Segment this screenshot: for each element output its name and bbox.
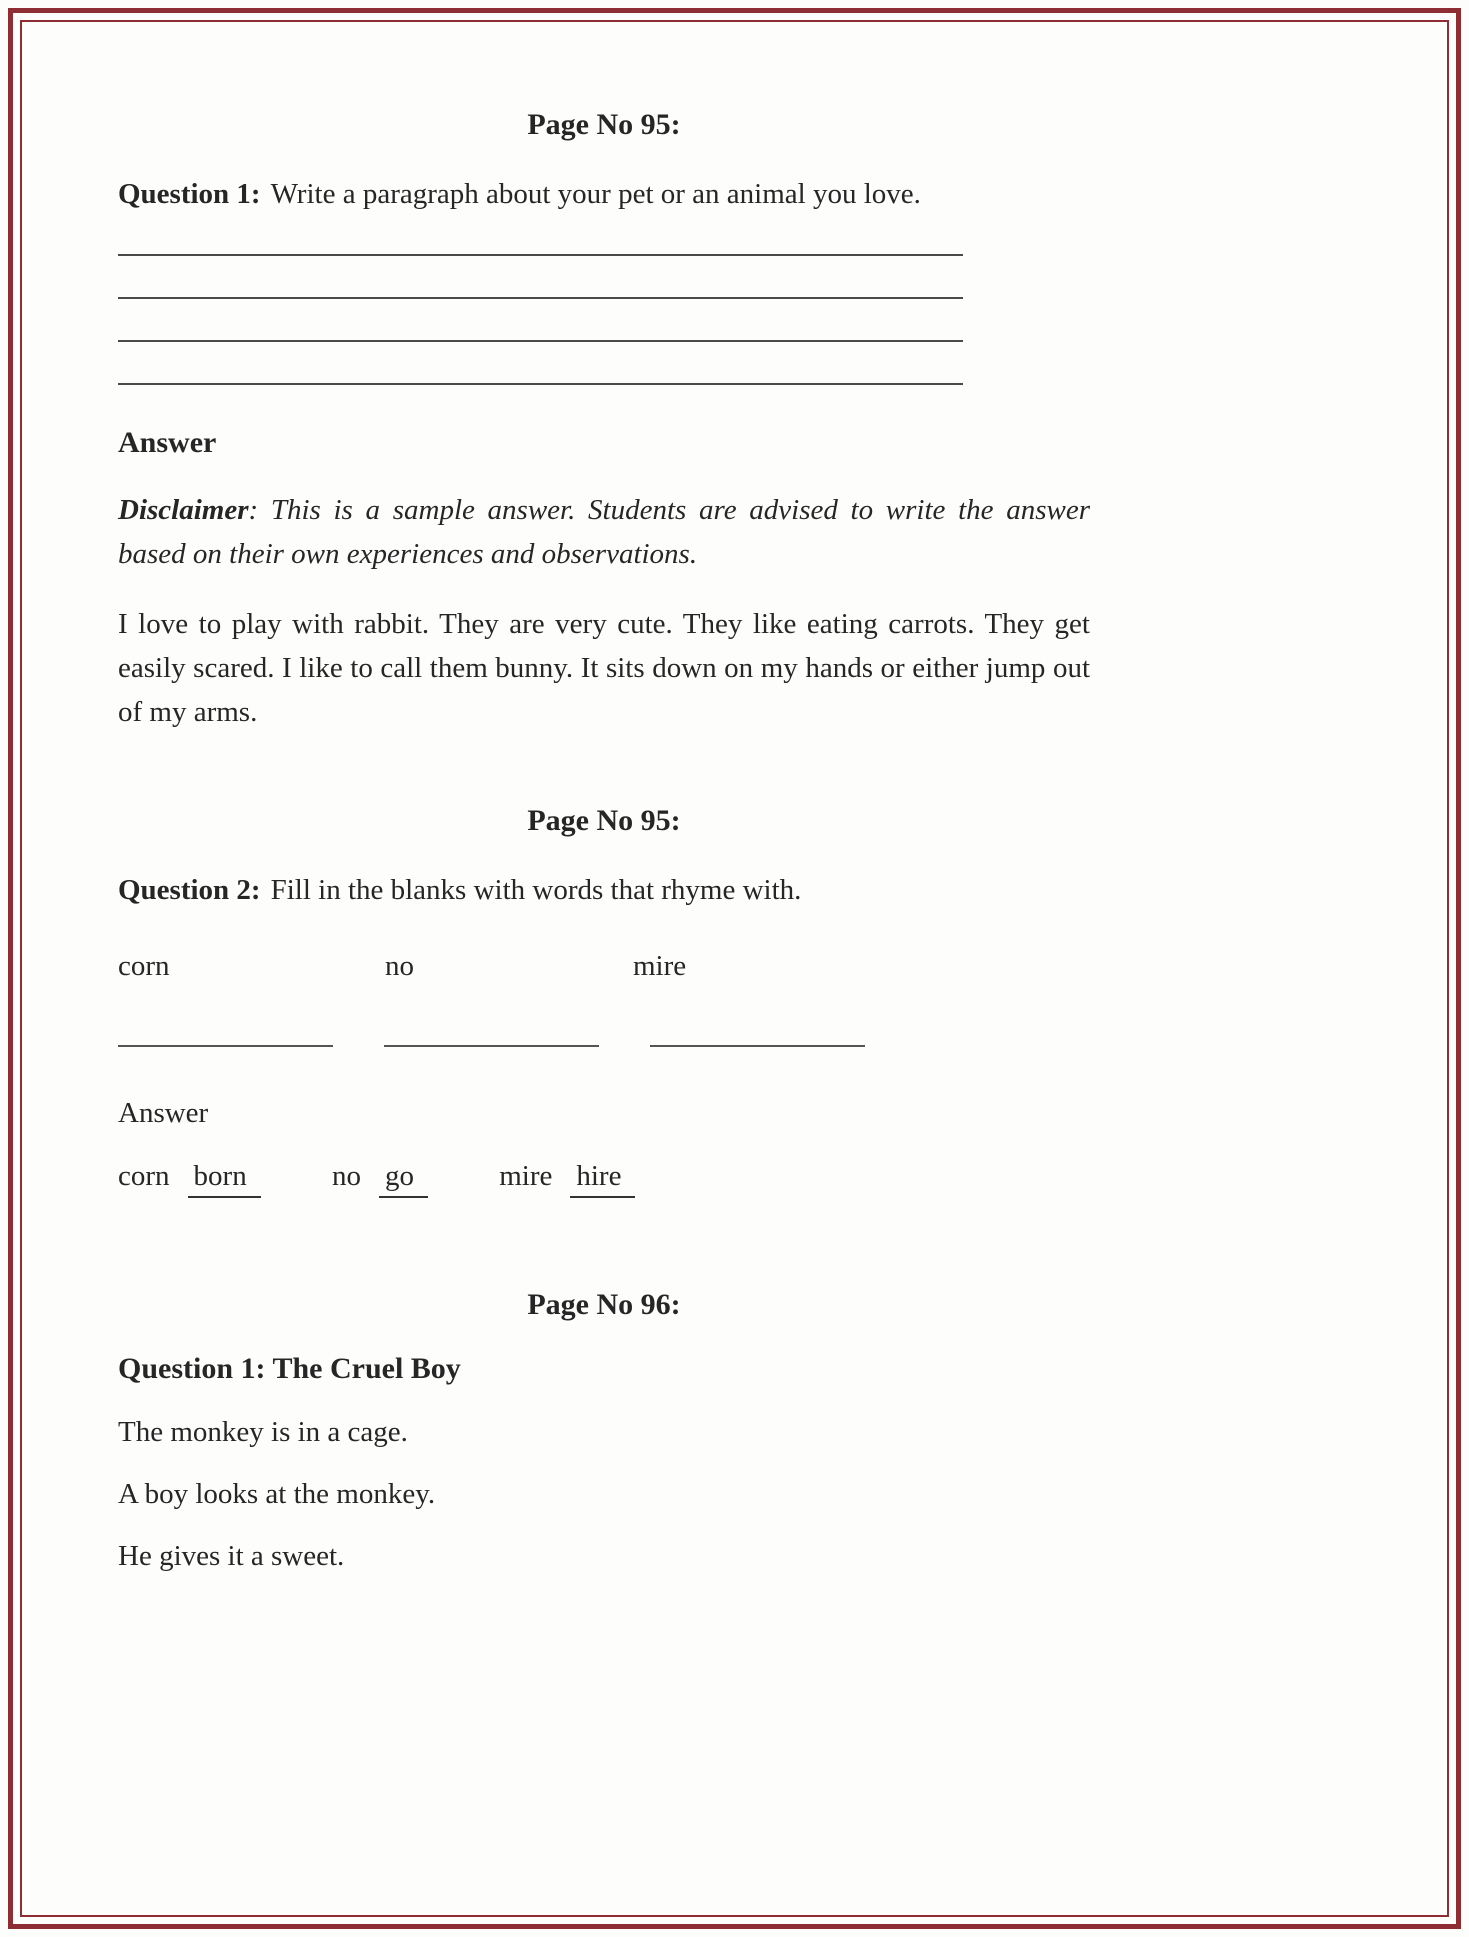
blank-line	[118, 1017, 333, 1047]
section-question-3	[118, 1288, 1090, 1578]
rhyme-word: corn	[118, 950, 170, 982]
rhyme-answer-filled: go	[379, 1160, 428, 1198]
writing-line	[118, 297, 963, 299]
poem-line: He gives it a sweet.	[118, 1540, 345, 1572]
question-label: Question 1:	[118, 178, 261, 210]
section-question-1	[118, 108, 1090, 734]
rhyme-answer-pair	[332, 1160, 428, 1198]
disclaimer-paragraph	[118, 488, 1090, 576]
section-question-2	[118, 804, 1090, 1198]
rhyme-answer-filled: born	[188, 1160, 261, 1198]
writing-line	[118, 383, 963, 385]
page-heading: Page No 96:	[527, 1288, 681, 1321]
disclaimer-text: : This is a sample answer. Students are advised to write the answer based on their own experiences and observations.	[118, 494, 1090, 570]
question-text: Write a paragraph about your pet or an animal you love.	[270, 178, 921, 210]
blank-line	[650, 1017, 865, 1047]
question-title: Question 1: The Cruel Boy	[118, 1352, 461, 1385]
blank-line	[384, 1017, 599, 1047]
rhyme-word: no	[385, 950, 414, 982]
writing-line	[118, 340, 963, 342]
writing-lines	[118, 254, 1090, 385]
rhyme-answer-word: mire	[499, 1160, 553, 1192]
question-paragraph	[118, 868, 1090, 912]
answer-heading: Answer	[118, 426, 217, 459]
poem-line: A boy looks at the monkey.	[118, 1478, 436, 1510]
rhyme-answers-row	[118, 1160, 1090, 1198]
disclaimer-label: Disclaimer	[118, 494, 249, 526]
page-heading: Page No 95:	[527, 108, 681, 141]
question-label: Question 2:	[118, 874, 261, 906]
answer-paragraph: I love to play with rabbit. They are very cute. They like eating carrots. They get easily scared. I like to call them bunny. It sits down on my hands or either jump out of my arms.	[118, 608, 1090, 728]
blank-lines-row	[118, 1017, 1090, 1051]
rhyme-answer-filled: hire	[570, 1160, 635, 1198]
rhyme-answer-word: corn	[118, 1160, 170, 1192]
rhyme-word: mire	[633, 950, 687, 982]
question-text: Fill in the blanks with words that rhyme with.	[270, 874, 802, 906]
page-content	[118, 108, 1090, 1596]
question-paragraph	[118, 172, 1090, 216]
rhyme-answer-pair	[499, 1160, 635, 1198]
rhyme-answer-pair	[118, 1160, 261, 1198]
rhyme-answer-word: no	[331, 1160, 361, 1192]
answer-heading: Answer	[118, 1097, 209, 1129]
writing-line	[118, 254, 963, 256]
page-heading: Page No 95:	[527, 804, 681, 837]
rhyme-words-row	[118, 950, 1090, 983]
poem-line: The monkey is in a cage.	[118, 1416, 408, 1448]
